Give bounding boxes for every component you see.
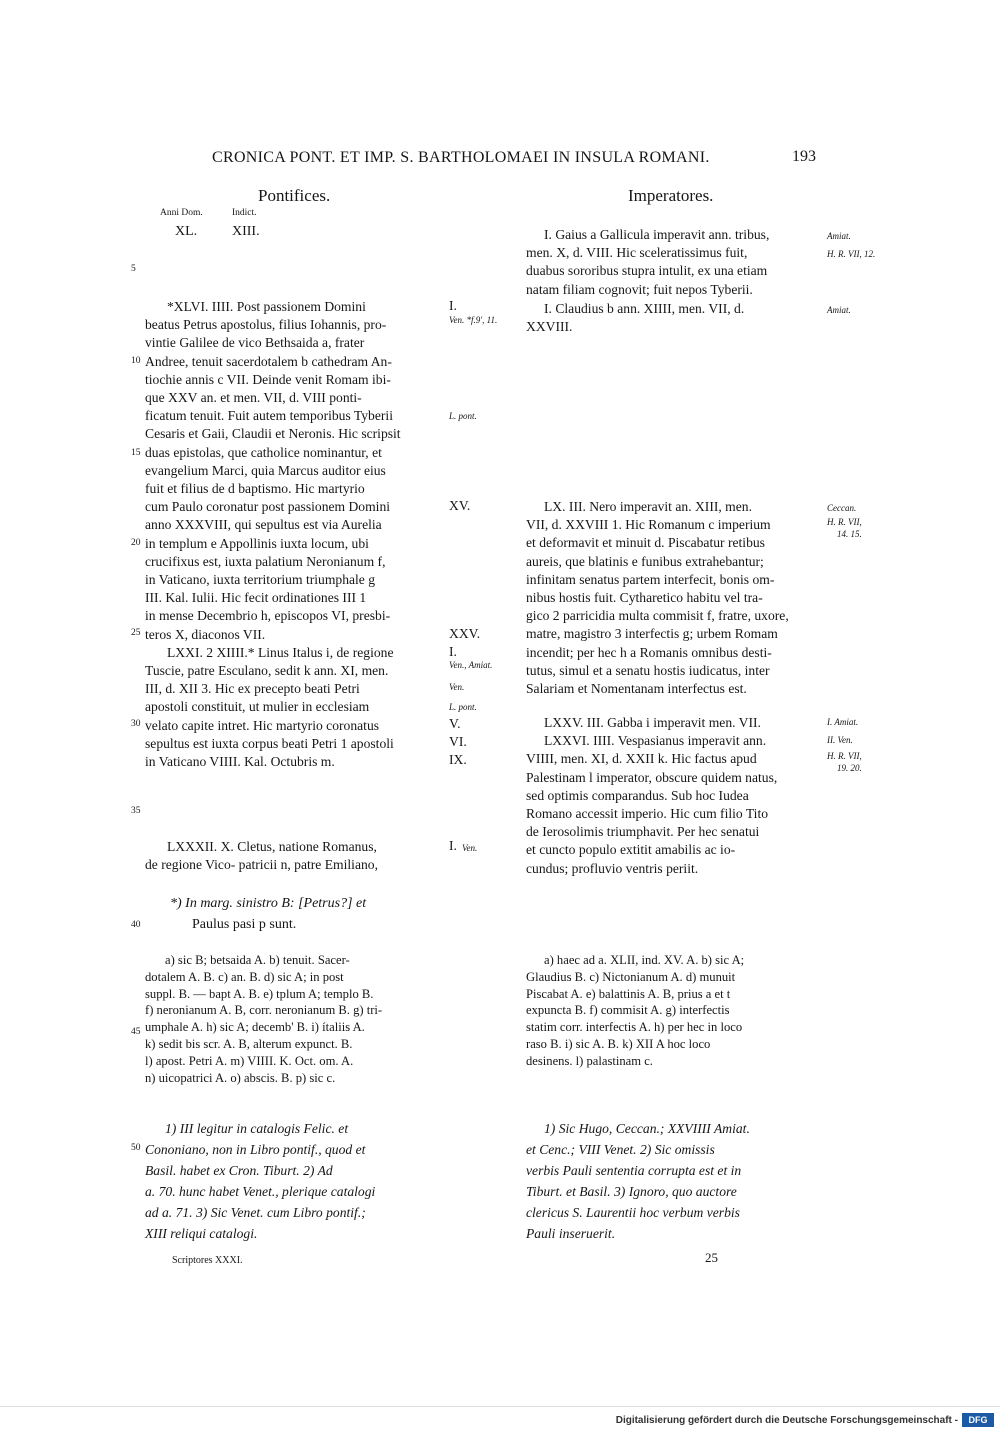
margin-year: V. xyxy=(449,716,461,731)
margin-year: I. xyxy=(449,838,457,853)
text-line: que XXV an. et men. VII, d. VIII ponti- xyxy=(145,390,362,406)
footnote-line: 1) Sic Hugo, Ceccan.; XXVIIII Amiat. xyxy=(544,1121,750,1136)
left-column-heading: Pontifices. xyxy=(258,186,331,205)
margin-source: H. R. VII, xyxy=(827,751,862,761)
text-line: fuit et filius de d baptismo. Hic martyrio xyxy=(145,481,365,497)
margin-source: L. pont. xyxy=(449,411,477,421)
margin-source: L. pont. xyxy=(449,702,477,712)
footnote-line: Tiburt. et Basil. 3) Ignoro, quo auctore xyxy=(526,1184,737,1199)
margin-year: XXV. xyxy=(449,626,481,641)
indiction-value: XIII. xyxy=(232,224,260,239)
imperatores-text-galba-vespasian xyxy=(526,714,777,878)
text-line: I. Claudius b ann. XIIII, men. VII, d. xyxy=(544,301,745,316)
apparatus-line: a) haec ad a. XLII, ind. XV. A. b) sic A; xyxy=(544,953,745,967)
text-line: sepultus est iuxta corpus beati Petri 1 apostoli xyxy=(145,735,394,751)
text-line: men. X, d. VIII. Hic sceleratissimus fuit, xyxy=(526,245,748,261)
text-line: III, d. XII 3. Hic ex precepto beati Petri xyxy=(145,681,360,697)
text-line: Tuscie, patre Esculano, sedit k ann. XI, men. xyxy=(145,663,389,679)
apparatus-line: expuncta B. f) commisit A. g) interfectis xyxy=(526,1003,730,1018)
text-line: in Vaticano VIIII. Kal. Octubris m. xyxy=(145,754,335,770)
margin-year: VI. xyxy=(449,734,467,749)
text-line: in mense Decembrio h, episcopos VI, presbi- xyxy=(145,608,391,624)
line-number: 40 xyxy=(131,920,141,930)
margin-year: XV. xyxy=(449,498,471,513)
line-number: 30 xyxy=(131,719,141,729)
line-number: 45 xyxy=(131,1027,141,1037)
pontifices-text-2 xyxy=(145,838,378,874)
line-number: 20 xyxy=(131,538,141,548)
apparatus-line: umphale A. h) sic A; decemb' B. i) ítaliis A. xyxy=(145,1020,365,1035)
text-line: gico 2 parricidia multa commisit f, fratre, uxore, xyxy=(526,608,789,624)
text-line: anno XXXVIII, qui sepultus est via Aurelia xyxy=(145,517,382,533)
text-line: et deformavit et minuit d. Piscabatur retibus xyxy=(526,535,765,551)
text-line: duabus sororibus stupra intulit, ex una etiam xyxy=(526,263,768,279)
apparatus-line: l) apost. Petri A. m) VIIII. K. Oct. om. A. xyxy=(145,1053,354,1068)
footnote-line: XIII reliqui catalogi. xyxy=(145,1226,258,1241)
apparatus-line: dotalem A. B. c) an. B. d) sic A; in post xyxy=(145,969,344,984)
margin-source: II. Ven. xyxy=(827,735,853,745)
apparatus-right xyxy=(526,952,744,1070)
text-line: LX. III. Nero imperavit an. XIII, men. xyxy=(544,499,752,514)
margin-source: 14. 15. xyxy=(837,529,862,539)
apparatus-line: suppl. B. — bapt A. B. e) tplum A; templo B. xyxy=(145,986,374,1001)
footnote-line: Basil. habet ex Cron. Tiburt. 2) Ad xyxy=(145,1163,333,1178)
margin-source: Ven., Amiat. xyxy=(449,660,493,670)
text-line: infinitam senatus partem interfecit, bonis om- xyxy=(526,571,775,587)
text-line: LXXVI. IIII. Vespasianus imperavit ann. xyxy=(544,733,767,749)
text-line: incendit; per hec h a Romanis omnibus desti- xyxy=(526,644,772,660)
margin-source: Ceccan. xyxy=(827,503,857,513)
apparatus-line: k) sedit bis scr. A. B, alterum expunct. B. xyxy=(145,1036,353,1051)
text-line: de regione Vico- patricii n, patre Emiliano, xyxy=(145,857,378,873)
text-line: Palestinam l imperator, obscure quidem natus, xyxy=(526,769,778,785)
text-line: duas epistolas, que catholice nominantur, et xyxy=(145,444,382,460)
footnote-line: 1) III legitur in catalogis Felic. et xyxy=(165,1121,349,1136)
page-number: 193 xyxy=(792,148,816,165)
text-line: *XLVI. IIII. Post passionem Domini xyxy=(167,299,366,314)
text-line: nibus hostis fuit. Cythareticο habitu vel tra- xyxy=(526,590,763,606)
text-line: III. Kal. Iulii. Hic fecit ordinationes III 1 xyxy=(145,590,367,606)
text-line: velato capite intret. Hic martyrio coronatus xyxy=(145,717,380,733)
imperatores-text-claudius xyxy=(526,300,744,336)
footnote-line: et Cenc.; VIII Venet. 2) Sic omissis xyxy=(526,1142,715,1157)
anni-label: Anni Dom. xyxy=(160,208,203,218)
text-line: apostoli constituit, ut mulier in ecclesiam xyxy=(145,699,370,715)
text-line: teros X, diaconos VII. xyxy=(145,626,266,642)
apparatus-line: a) sic B; betsaida A. b) tenuit. Sacer- xyxy=(165,953,350,967)
margin-source: H. R. VII, xyxy=(827,517,862,527)
text-line: Romano accessit imperio. Hic cum filio Tito xyxy=(526,806,769,822)
running-title: CRONICA PONT. ET IMP. S. BARTHOLOMAEI IN INSULA ROMANI. xyxy=(212,149,710,166)
year-value: XL. xyxy=(175,224,198,239)
pontifices-text xyxy=(145,298,401,771)
text-line: LXXV. III. Gabba i imperavit men. VII. xyxy=(544,715,761,730)
text-line: I. Gaius a Gallicula imperavit ann. tribus, xyxy=(544,227,770,242)
text-line: LXXI. 2 XIIII.* Linus Italus i, de regione xyxy=(167,644,394,660)
text-line: aureis, que blatinis e funibus extrahebantur; xyxy=(526,553,764,569)
footnote-line: a. 70. hunc habet Venet., plerique catalogi xyxy=(145,1184,376,1199)
text-line: beatus Petrus apostolus, filius Iohannis, pro- xyxy=(145,317,387,333)
margin-source: Amiat. xyxy=(827,305,851,315)
dfg-logo: DFG xyxy=(962,1413,994,1427)
text-line: et cuncto populo extitit amabilis ac io- xyxy=(526,842,736,858)
footnote-line: clericus S. Laurentii hoc verbum verbis xyxy=(526,1205,740,1220)
text-line: de Ierosolimis triumphavit. Per hec senatui xyxy=(526,824,760,840)
text-line: Andree, tenuit sacerdotalem b cathedram An- xyxy=(145,353,392,369)
text-line: VIIII, men. XI, d. XXII k. Hic factus apud xyxy=(526,751,757,767)
text-line: cundus; profluvio ventris periit. xyxy=(526,860,699,876)
line-number: 25 xyxy=(131,628,141,638)
text-line: tutus, simul et a senatu hostis iudicatus, inter xyxy=(526,662,770,678)
text-line: matre, magistro 3 interfectis g; urbem Romam xyxy=(526,626,778,642)
footnotes-left xyxy=(145,1118,375,1244)
apparatus-line: desinens. l) palastinam c. xyxy=(526,1053,653,1068)
imperatores-text-nero xyxy=(526,498,789,698)
text-line: evangelium Marci, quia Marcus auditor eius xyxy=(145,462,386,478)
margin-year: IX. xyxy=(449,752,467,767)
sheet-number: 25 xyxy=(705,1250,718,1265)
apparatus-line: Piscabat A. e) balattinis A. B, prius a et t xyxy=(526,986,731,1001)
line-number: 5 xyxy=(131,264,136,274)
signature-scriptores: Scriptores XXXI. xyxy=(172,1255,243,1266)
footnote-line: ad a. 71. 3) Sic Venet. cum Libro pontif.; xyxy=(145,1205,366,1220)
margin-source: H. R. VII, 12. xyxy=(827,249,876,259)
margin-year: I. xyxy=(449,644,457,659)
right-column-heading: Imperatores. xyxy=(628,186,714,205)
line-number: 50 xyxy=(131,1143,141,1153)
indict-label: Indict. xyxy=(232,208,257,218)
text-line: cum Paulo coronatur post passionem Domini xyxy=(145,499,391,515)
note-line: *) In marg. sinistro B: [Petrus?] et xyxy=(170,896,367,911)
text-line: sed optimis comparandus. Sub hoc Iudea xyxy=(526,787,749,803)
apparatus-line: statim corr. interfectis A. h) per hec in loco xyxy=(526,1020,743,1035)
text-line: tiochie annis c VII. Deinde venit Romam ibi- xyxy=(145,371,391,387)
footnote-line: verbis Pauli sententia corrupta est et in xyxy=(526,1163,742,1178)
text-line: crucifixus est, iuxta palatium Neronianum f, xyxy=(145,553,386,569)
text-line: VII, d. XXVIII 1. Hic Romanum c imperium xyxy=(526,517,771,533)
margin-source: Ven. xyxy=(449,682,465,692)
footer-credit: Digitalisierung gefördert durch die Deutsche Forschungsgemeinschaft - xyxy=(615,1415,958,1426)
margin-source: Ven. *f.9', 11. xyxy=(449,315,498,325)
apparatus-line: f) neronianum A. B, corr. neronianum B. g) tri- xyxy=(145,1003,383,1018)
apparatus-left xyxy=(145,952,382,1086)
apparatus-line: raso B. i) sic A. B. k) XII A hoc loco xyxy=(526,1036,711,1051)
margin-source: Ven. xyxy=(462,843,478,853)
text-line: in Vaticano, iuxta territorium triumphale g xyxy=(145,572,376,588)
apparatus-line: n) uicopatrici A. o) abscis. B. p) sic c. xyxy=(145,1070,336,1085)
text-line: in templum e Appollinis iuxta locum, ubi xyxy=(145,535,369,551)
line-number: 35 xyxy=(131,806,141,816)
margin-year: I. xyxy=(449,298,457,313)
footnote-line: Pauli inseruerit. xyxy=(526,1226,616,1241)
line-number: 15 xyxy=(131,448,141,458)
margin-note xyxy=(170,893,366,935)
footnotes-right xyxy=(526,1118,750,1244)
text-line: LXXXII. X. Cletus, natione Romanus, xyxy=(167,839,377,854)
footnote-line: Cononiano, non in Libro pontif., quod et xyxy=(145,1142,366,1157)
margin-source: Amiat. xyxy=(827,231,851,241)
note-line: Paulus pasi p sunt. xyxy=(192,917,297,932)
text-line: XXVIII. xyxy=(526,319,573,335)
apparatus-line: Glaudius B. c) Nictonianum A. d) munuit xyxy=(526,969,736,984)
line-number: 10 xyxy=(131,356,141,366)
margin-source: I. Amiat. xyxy=(827,717,859,727)
text-line: natam filiam cognovit; fuit nepos Tyberii. xyxy=(526,281,753,297)
margin-source: 19. 20. xyxy=(837,763,862,773)
text-line: vintie Galilee de vico Bethsaida a, frater xyxy=(145,335,365,351)
text-line: Cesaris et Gaii, Claudii et Neronis. Hic scripsit xyxy=(145,426,401,442)
text-line: ficatum tenuit. Fuit autem temporibus Tyberii xyxy=(145,408,393,424)
text-line: Salariam et Nomentanam interfectus est. xyxy=(526,681,747,697)
footer-bar xyxy=(0,1406,1000,1435)
imperatores-text-gaius xyxy=(526,226,769,299)
